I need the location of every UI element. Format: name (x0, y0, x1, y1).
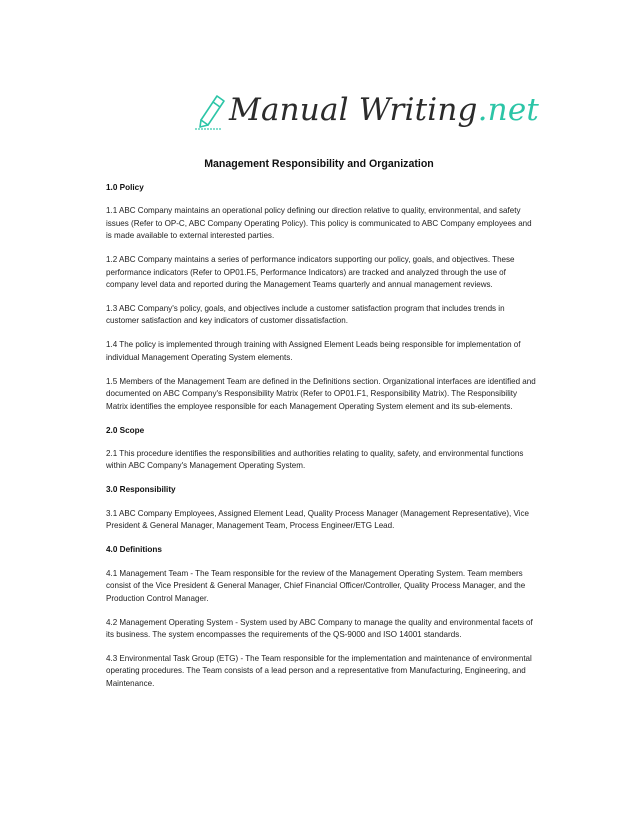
section-heading: 4.0 Definitions (106, 545, 162, 555)
document-body (106, 182, 536, 702)
paragraph-1-3: 1.3 ABC Company's policy, goals, and objectives include a customer satisfaction program that includes trends in customer satisfaction and key indicators of customer dissatisfaction. (106, 304, 505, 326)
paragraph-3-1: 3.1 ABC Company Employees, Assigned Element Lead, Quality Process Manager (Management Representative), Vice President & General Manager, Management Team, Process Engineer/ETG Lead. (106, 508, 529, 531)
brand-tld: .net (477, 92, 540, 128)
paragraph-4-1: 4.1 Management Team - The Team responsible for the review of the Management Operating System. Team members consist of the Vice President & General Manager, Chief Financial Officer/Controller, Quality Process Manager, and the Production Control Manager. (106, 568, 526, 603)
section-heading: 1.0 Policy (106, 183, 144, 192)
section-scope (106, 425, 536, 473)
section-definitions (106, 544, 536, 690)
paragraph-4-2: 4.2 Management Operating System - System used by ABC Company to manage the quality and environmental facets of its business. The system encompasses the requirements of the QS-9000 and ISO 14001 standards. (106, 617, 533, 639)
paragraph-4-3: 4.3 Environmental Task Group (ETG) - The Team responsible for the implementation and maintenance of environmental operating procedures. The Team consists of a lead person and a representative from Manufacturing, Engineering, and Maintenance. (106, 653, 532, 688)
paragraph-1-4: 1.4 The policy is implemented through training with Assigned Element Leads being responsible for implementation of individual Management Operating System elements. (106, 340, 521, 362)
paragraph-1-2: 1.2 ABC Company maintains a series of performance indicators supporting our policy, goals, and objectives. These performance indicators (Refer to OP01.F5, Performance Indicators) are tracked and analyzed through the use of company level data and reported during the Management Teams quarterly and annual management reviews. (106, 255, 515, 290)
brand-name: Manual Writing (229, 92, 478, 128)
brand-wordmark (229, 88, 539, 132)
document-title: Management Responsibility and Organization (204, 158, 434, 170)
brand-logo (193, 86, 540, 142)
section-heading: 3.0 Responsibility (106, 485, 176, 495)
paragraph-1-5: 1.5 Members of the Management Team are defined in the Definitions section. Organizational interfaces are identified and documented on ABC Company's Responsibility Matrix (Refer to OP01.F1, Responsibility Matrix). The Responsibility Matrix identifies the employee responsible for each Management Operating System element and its sub-elements. (106, 376, 536, 411)
paragraph-1-1: 1.1 ABC Company maintains an operational policy defining our direction relative to quality, environmental, and safety issues (Refer to OP-C, ABC Company Operating Policy). This policy is communicated to ABC Company employees and is made available to external interested parties. (106, 206, 532, 241)
paragraph-2-1: 2.1 This procedure identifies the responsibilities and authorities relating to quality, safety, and environmental functions within ABC Company's Management Operating System. (106, 449, 524, 471)
section-responsibility (106, 484, 536, 532)
section-heading: 2.0 Scope (106, 425, 145, 435)
section-policy (106, 182, 536, 413)
pencil-icon (193, 90, 229, 130)
